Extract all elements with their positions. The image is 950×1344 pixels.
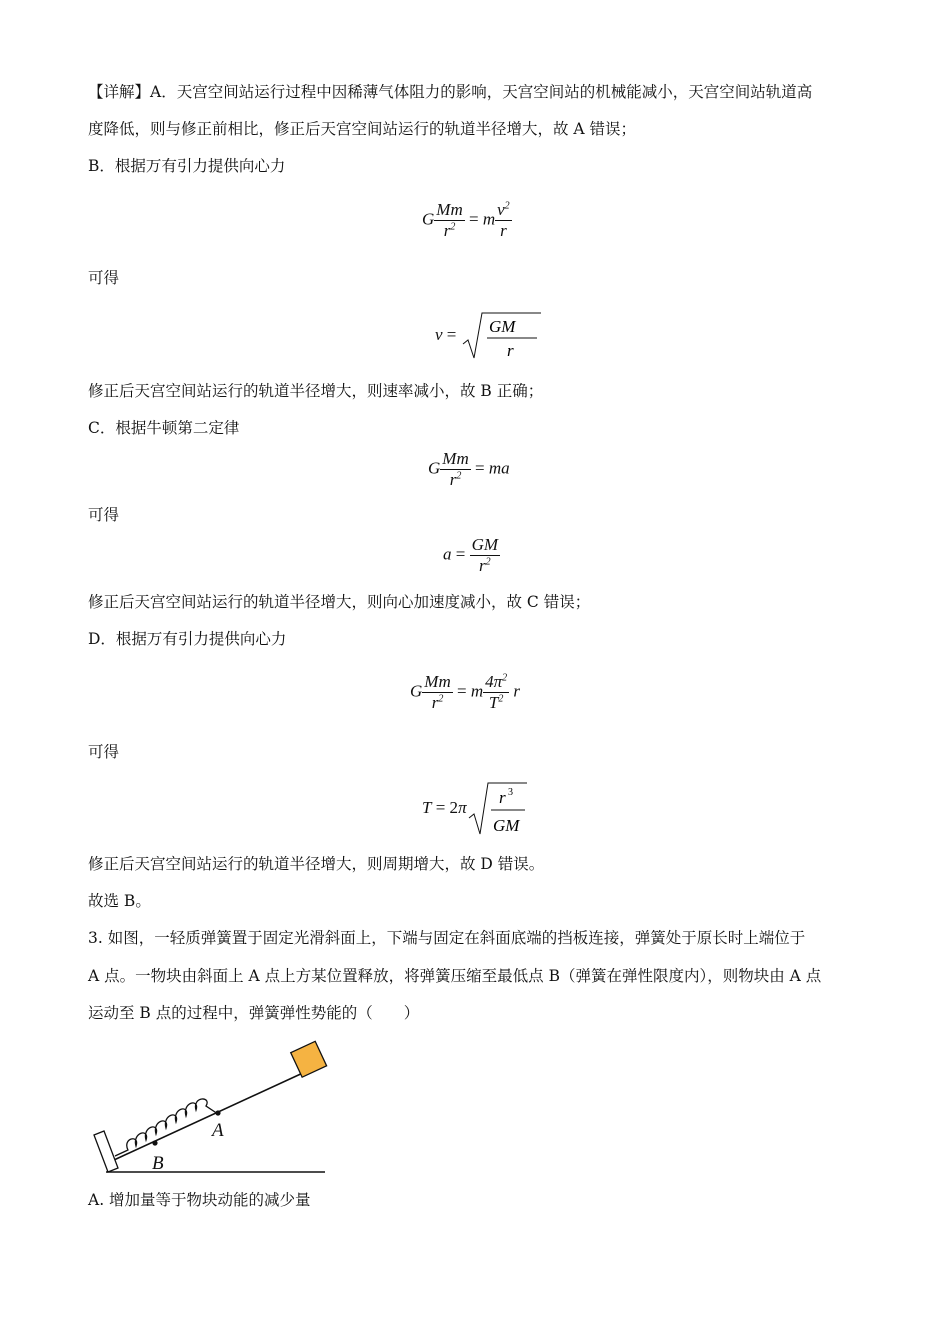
point-a-dot — [215, 1110, 220, 1115]
equation-velocity: v = GM r — [435, 310, 541, 362]
spring — [115, 1099, 218, 1156]
svg-text:3: 3 — [507, 787, 513, 798]
para-c-conclusion: 修正后天宫空间站运行的轨道半径增大，则向心加速度减小，故 C 错误； — [88, 593, 591, 611]
para-d-conclusion: 修正后天宫空间站运行的轨道半径增大，则周期增大，故 D 错误。 — [88, 855, 545, 873]
para-b-conclusion: 修正后天宫空间站运行的轨道半径增大，则速率减小，故 B 正确； — [88, 382, 544, 400]
para-a-line1: 【详解】A．天宫空间站运行过程中因稀薄气体阻力的影响，天宫空间站的机械能减小，天宫空间站轨道高 — [88, 83, 813, 101]
equation-acceleration: a = $\frac{GM}{r^2}$ — [443, 535, 499, 575]
para-d-intro: D．根据万有引力提供向心力 — [88, 630, 287, 648]
para-d-then: 可得 — [88, 743, 120, 761]
end-baffle — [94, 1131, 118, 1172]
para-a-line2: 度降低，则与修正前相比，修正后天宫空间站运行的轨道半径增大，故 A 错误； — [88, 120, 637, 138]
incline-spring-diagram — [88, 1038, 338, 1178]
svg-text:r: r — [506, 341, 514, 360]
equation-gravity-period: G $\frac{Mm}{r^2}$ = m $\frac{4\pi^2}{T^2}$ r — [410, 672, 521, 712]
answer: 故选 B。 — [88, 892, 151, 910]
equation-gravity-velocity: G $\frac{Mm}{r^2}$ = m $\frac{v^2}{r}$ — [422, 200, 510, 240]
equation-newton-second-law: G $\frac{Mm}{r^2}$ = ma — [428, 449, 510, 489]
svg-text:GM: GM — [492, 816, 520, 835]
point-b-label: B — [152, 1153, 164, 1174]
para-b-intro: B．根据万有引力提供向心力 — [88, 157, 286, 175]
svg-text:GM: GM — [488, 317, 516, 336]
question3-line1: 3. 如图，一轻质弹簧置于固定光滑斜面上，下端与固定在斜面底端的挡板连接，弹簧处于原长时上端位于 — [88, 929, 806, 947]
point-a-label: A — [212, 1120, 224, 1141]
question3-line3: 运动至 B 点的过程中，弹簧弹性势能的（ ） — [88, 1004, 420, 1022]
option-a: A. 增加量等于物块动能的减少量 — [88, 1191, 311, 1209]
para-c-then: 可得 — [88, 506, 120, 524]
para-c-intro: C．根据牛顿第二定律 — [88, 419, 240, 437]
question3-line2: A 点。一物块由斜面上 A 点上方某位置释放，将弹簧压缩至最低点 B（弹簧在弹性限度内），则物块由 A 点 — [88, 967, 822, 985]
point-b-dot — [152, 1140, 157, 1145]
block — [291, 1041, 327, 1077]
para-b-then: 可得 — [88, 269, 120, 287]
svg-text:r: r — [498, 788, 506, 807]
equation-period: T = 2π r 3 GM — [422, 780, 529, 838]
